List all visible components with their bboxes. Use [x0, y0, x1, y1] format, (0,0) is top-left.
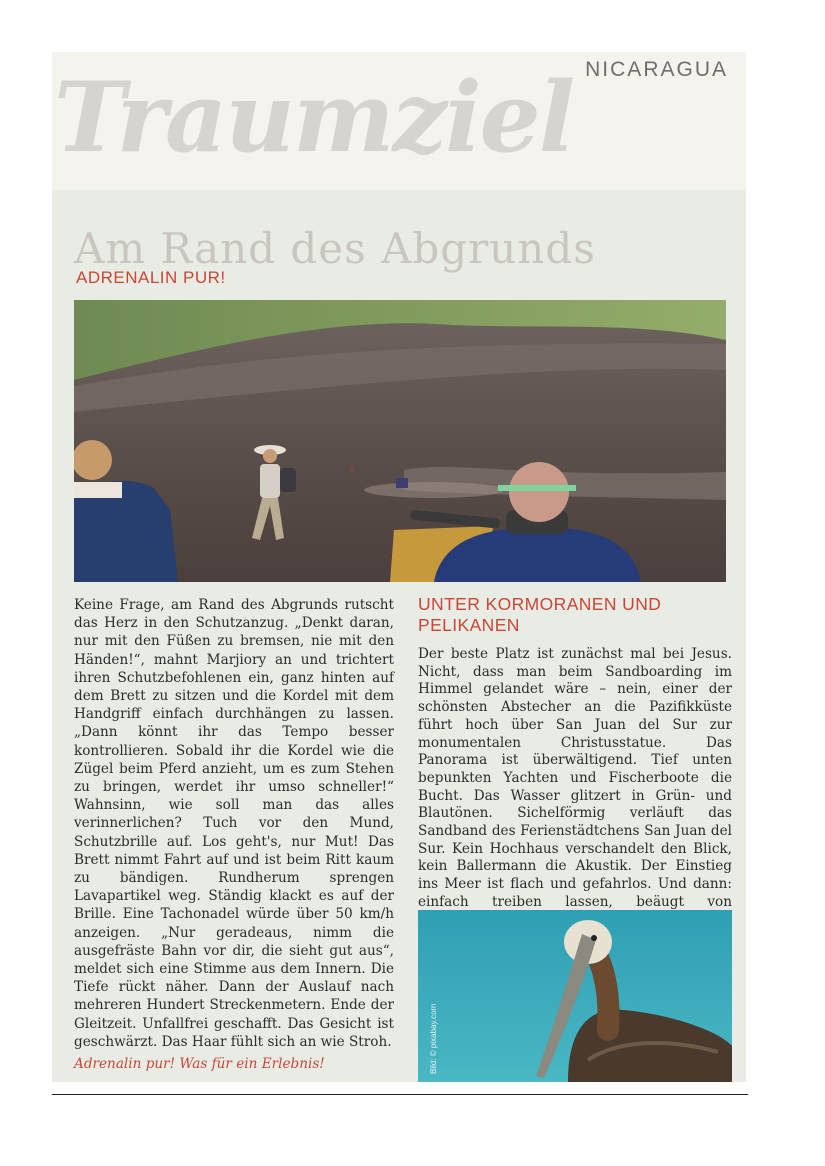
page-divider	[52, 1094, 748, 1095]
volcano-slope-illustration	[74, 300, 726, 582]
country-label: NICARAGUA	[585, 58, 728, 81]
article-left-column	[74, 596, 394, 1073]
article-panel	[52, 190, 746, 1082]
article-title: Am Rand des Abgrunds	[74, 224, 596, 273]
pelican-photo	[418, 910, 732, 1082]
section-heading: UNTER KORMORANEN UND PELIKANEN	[418, 594, 662, 635]
sandboarding-photo	[74, 300, 726, 582]
magazine-page	[52, 52, 746, 1082]
right-column-text: Der beste Platz ist zunächst mal bei Jesus. Nicht, dass man beim Sandboarding im Himmel gelandet wäre – nein, einer der schönsten Abstecher an die Pazifikküste führt hoch über San Juan del Sur zur monumentalen Christusstatue. Das Panorama ist überwältigend. Tief unten bepunkten Yachten und Fischerboote die Bucht. Das Wasser glitzert in Grün- und Blautönen. Sichelförmig verläuft das Sandband des Ferienstädtchens San Juan del Sur. Kein Hochhaus verschandelt den Blick, kein Ballermann die Akustik. Der Einstieg ins Meer ist flach und gefahrlos. Und dann: einfach treiben lassen, beäugt von	[418, 646, 732, 910]
page-headline: Traumziel	[54, 61, 574, 174]
article-right-column	[418, 594, 732, 929]
photo-credit: Bild: © pixabay.com	[429, 1003, 438, 1074]
closing-line: Adrenalin pur! Was für ein Erlebnis!	[74, 1056, 325, 1073]
left-column-text: Keine Frage, am Rand des Abgrunds rutscht das Herz in den Schutzanzug. „Denkt daran, nur mit den Füßen zu bremsen, nie mit den Händen!“, mahnt Marjiory an und trichtert ihren Schutzbefohlenen ein, ganz hinten auf dem Brett zu sitzen und die Kordel mit dem Handgriff einfach durchhängen zu lassen. „Dann könnt ihr das Tempo besser kontrollieren. Sobald ihr die Kordel wie die Zügel beim Pferd anzieht, um es zum Stehen zu bringen, werdet ihr umso schneller!“ Wahnsinn, wie soll man das alles verinnerlichen? Tuch vor den Mund, Schutzbrille auf. Los geht's, nur Mut! Das Brett nimmt Fahrt auf und ist beim Ritt kaum zu bändigen. Rundherum sprengen Lavapartikel weg. Ständig klackt es auf der Brille. Eine Tachonadel würde über 50 km/h anzeigen. „Nur geradeaus, nimm die ausgefräste Bahn vor dir, die sieht gut aus“, meldet sich eine Stimme aus dem Innern. Die Tiefe rückt näher. Dann der Auslauf nach mehreren Hundert Streckenmetern. Ende der Gleitzeit. Unfallfrei geschafft. Das Gesicht ist geschwärzt. Das Haar fühlt sich an wie Stroh.	[74, 597, 394, 1050]
article-kicker: ADRENALIN PUR!	[76, 268, 226, 287]
pelican-illustration	[418, 910, 732, 1082]
